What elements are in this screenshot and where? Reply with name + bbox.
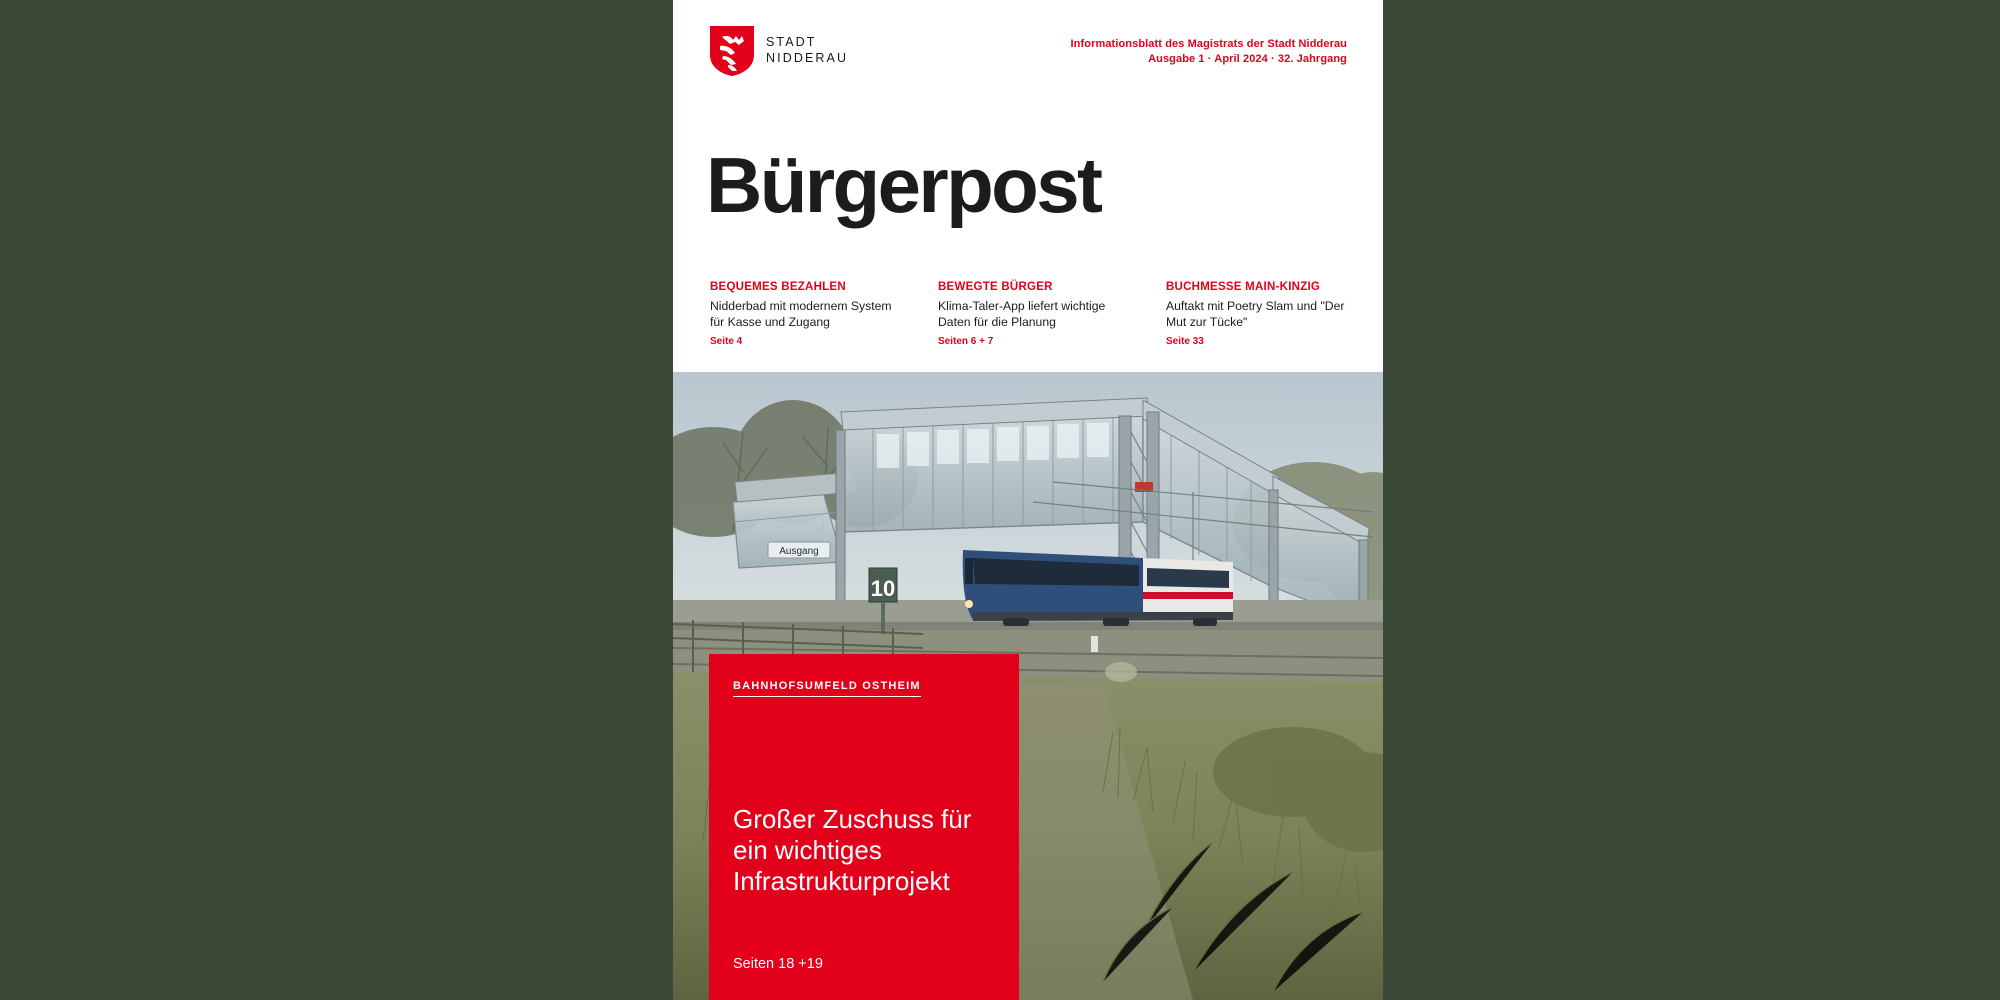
teaser-summary: Auftakt mit Poetry Slam und "Der Mut zur Tücke" [1166,299,1345,330]
teaser-row [710,281,1350,347]
stadt-nidderau-lion-shield-icon [709,25,755,77]
teaser-pages: Seite 33 [1166,336,1204,348]
cover-story-box [709,654,1019,1000]
publisher-name-line-2: NIDDERAU [766,51,849,65]
teaser-kicker: BEQUEMES BEZAHLEN [710,281,846,293]
issue-info-line-1: Informationsblatt des Magistrats der Stadt Nidderau [1070,38,1347,50]
teaser-kicker: BEWEGTE BÜRGER [938,281,1053,293]
publisher-logo [709,25,848,77]
teaser-item-1 [710,281,894,347]
magazine-cover-page [673,0,1383,1000]
teaser-kicker: BUCHMESSE MAIN-KINZIG [1166,281,1321,293]
teaser-summary: Klima-Taler-App liefert wichtige Daten für die Planung [938,299,1106,330]
svg-text:10: 10 [870,576,896,601]
teaser-pages: Seiten 6 + 7 [938,336,994,348]
issue-info-line-2: Ausgabe 1 · April 2024 · 32. Jahrgang [1148,53,1347,65]
cover-story-headline: Großer Zuschuss für ein wichtiges Infrastrukturprojekt [733,804,972,897]
cover-story-label: BAHNHOFSUMFELD OSTHEIM [733,680,921,697]
page-title: Bürgerpost [706,141,1101,229]
issue-info [1071,38,1347,65]
teaser-pages: Seite 4 [710,336,743,348]
svg-text:Ausgang: Ausgang [779,546,819,557]
publisher-name-line-1: STADT [766,35,817,50]
masthead [673,0,1383,372]
teaser-item-2 [938,281,1122,347]
cover-story-pages: Seiten 18 +19 [733,956,823,972]
teaser-summary: Nidderbad mit modernem System für Kasse und Zugang [710,299,892,330]
teaser-item-3 [1166,281,1350,347]
